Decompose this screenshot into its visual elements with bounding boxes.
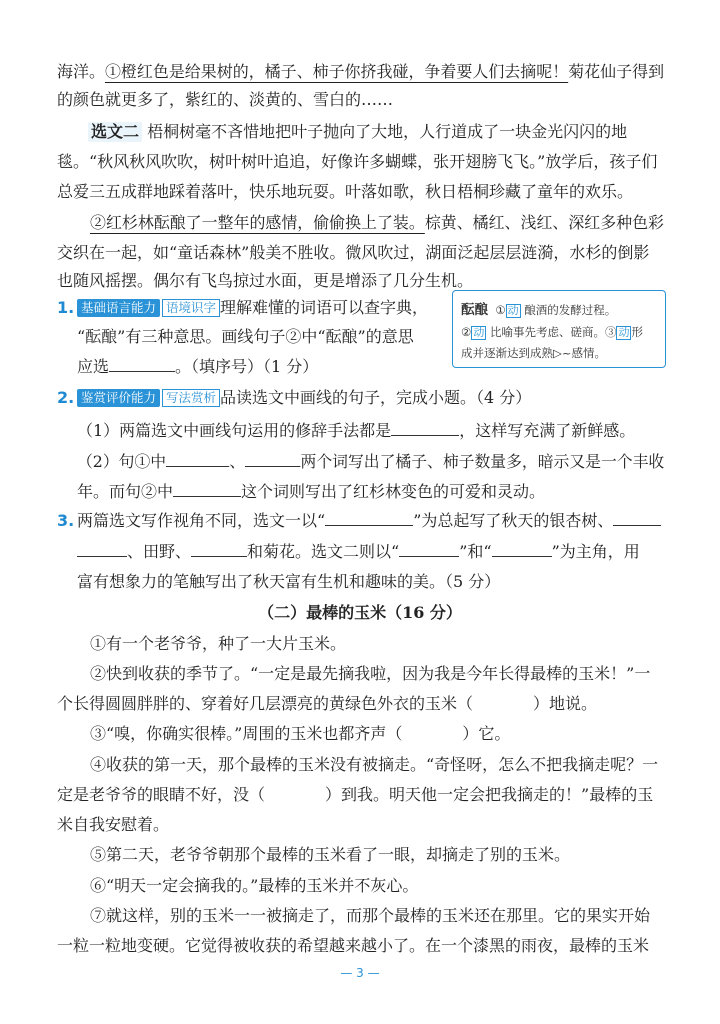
passage2-text: 棕黄、橘红、浅红、深红多种色彩 <box>424 213 665 232</box>
skill-tag: 基础语言能力 <box>77 299 160 317</box>
sense-number: ③ <box>604 325 617 339</box>
question-text: （1）两篇选文中画线句运用的修辞手法都是 <box>77 421 392 440</box>
pos-box: 动 <box>507 304 519 317</box>
sense-definition: 形 <box>631 325 643 339</box>
question-1-number: 1. <box>57 298 75 317</box>
story-p7-line1: ⑦就这样，别的玉米一一被摘走了，而那个最棒的玉米还在那里。它的果实开始 <box>90 906 651 925</box>
underlined-sentence-1: ①橙红色是给果树的，橘子、柿子你挤我碰，争着要人们去摘呢！ <box>104 62 569 81</box>
question-text: 和菊花。选文二则以“ <box>247 542 400 561</box>
answer-blank[interactable] <box>166 452 229 467</box>
story-p2-line1: ②快到收获的季节了。“一定是最先摘我啦，因为我是今年长得最棒的玉米！”一 <box>90 664 651 683</box>
passage1-line2: 的颜色就更多了，紫红的、淡黄的、雪白的…… <box>57 90 394 109</box>
question-3-number: 3. <box>57 511 75 530</box>
dictionary-line1 <box>461 303 616 318</box>
story-p1: ①有一个老爷爷，种了一大片玉米。 <box>90 634 347 653</box>
question-text: 应选 <box>77 357 110 376</box>
passage2-line5: 交织在一起，如“童话森林”般美不胜收。微风吹过，湖面泛起层层涟漪，水杉的倒影 <box>57 243 650 262</box>
question-text: 这个词则写出了红杉林变色的可爱和灵动。 <box>241 482 546 501</box>
passage-tag: 选文二 <box>88 122 142 142</box>
sense-number: ② <box>461 325 472 339</box>
page-number: — 3 — <box>340 966 380 980</box>
pos-box: 动 <box>473 326 485 339</box>
sense-definition: 酿酒的发酵过程。 <box>524 303 617 317</box>
dictionary-box <box>452 290 666 368</box>
question-2-sub1 <box>77 421 635 441</box>
question-text: ，这样写充满了新鲜感。 <box>459 421 636 440</box>
answer-blank[interactable] <box>391 421 459 436</box>
passage2-line3: 总爱三五成群地踩着落叶，快乐地玩耍。叶落如歌，秋日梧桐珍藏了童年的欢乐。 <box>57 182 634 201</box>
question-text: 、田野、 <box>127 542 192 561</box>
question-text: 、 <box>229 452 246 471</box>
story-text: 定是老爷爷的眼睛不好，没（ <box>57 785 266 804</box>
question-2-line1 <box>77 388 531 408</box>
answer-blank[interactable] <box>109 357 175 372</box>
dictionary-word: 酝酿 <box>461 302 488 318</box>
passage1-line1 <box>57 62 664 82</box>
answer-blank[interactable] <box>492 542 552 557</box>
question-1-line1 <box>77 298 428 318</box>
story-p7-line2: 一粒一粒地变硬。它觉得被收获的希望越来越小了。在一个漆黑的雨夜，最棒的玉米 <box>57 936 650 955</box>
pos-box: 动 <box>618 326 630 339</box>
question-text: 两个词写出了橘子、柿子数量多，暗示又是一个丰收 <box>300 452 665 471</box>
answer-blank[interactable] <box>173 482 241 497</box>
answer-blank[interactable] <box>245 452 300 467</box>
passage2-line1 <box>88 122 627 142</box>
question-1-line2: “酝酿”有三种意思。画线句子②中“酝酿”的意思 <box>77 327 414 346</box>
answer-blank[interactable] <box>191 542 247 557</box>
question-3-line1 <box>77 511 661 531</box>
question-text: 年。而句②中 <box>77 482 174 501</box>
passage2-line2: 毯。“秋风秋风吹吹，树叶树叶追追，好像许多蝴蝶，张开翅膀飞飞。”放学后，孩子们 <box>57 152 658 171</box>
story-p6: ⑥“明天一定会摘我的。”最棒的玉米并不灰心。 <box>90 876 419 895</box>
question-text: 两篇选文写作视角不同，选文一以“ <box>77 511 326 530</box>
question-text: ”为主角，用 <box>551 542 640 561</box>
story-p2-line2 <box>57 694 597 714</box>
dictionary-line3: 成并逐渐达到成熟▷~感情。 <box>461 346 606 360</box>
story-text: ③“嗅，你确实很棒。”周围的玉米也都齐声（ <box>90 724 403 743</box>
underlined-sentence-2: ②红杉林酝酿了一整年的感情，偷偷换上了装。 <box>90 213 425 232</box>
question-2-sub2 <box>77 452 664 472</box>
story-text: ）它。 <box>462 724 511 743</box>
passage2-text: 梧桐树毫不吝惜地把叶子抛向了大地，人行道成了一块金光闪闪的地 <box>147 122 628 141</box>
answer-blank[interactable] <box>613 511 661 526</box>
story-text: 个长得圆圆胖胖的、穿着好几层漂亮的黄绿色外衣的玉米（ <box>57 694 474 713</box>
story-text: ）地说。 <box>533 694 598 713</box>
question-3-line3: 富有想象力的笔触写出了秋天富有生机和趣味的美。（5 分） <box>77 572 501 591</box>
answer-blank[interactable] <box>325 511 413 526</box>
passage1-text: 菊花仙子得到 <box>568 62 665 81</box>
topic-tag: 写法赏析 <box>162 389 220 407</box>
sense-number: ① <box>495 303 506 317</box>
passage1-text: 海洋。 <box>57 62 105 81</box>
dictionary-line2 <box>461 325 643 340</box>
answer-blank[interactable] <box>399 542 459 557</box>
question-3-line2 <box>77 542 640 562</box>
question-text: ”为总起写了秋天的银杏树、 <box>413 511 614 530</box>
question-text: 。（填序号）（1 分） <box>175 357 319 376</box>
section-title: （二）最棒的玉米（16 分） <box>258 603 462 622</box>
question-1-line3 <box>77 357 318 377</box>
topic-tag: 语境识字 <box>162 299 220 317</box>
question-text: （2）句①中 <box>77 452 167 471</box>
sense-definition: 比喻事先考虑、磋商。 <box>489 325 605 339</box>
story-p4-line3: 米自我安慰着。 <box>57 815 170 834</box>
question-text: 品读选文中画线的句子，完成小题。（4 分） <box>220 388 532 407</box>
skill-tag: 鉴赏评价能力 <box>77 389 160 407</box>
question-text: 理解难懂的词语可以查字典， <box>220 298 429 317</box>
story-p4-line1: ④收获的第一天，那个最棒的玉米没有被摘走。“奇怪呀，怎么不把我摘走呢？一 <box>90 755 659 774</box>
passage2-line4 <box>90 213 664 233</box>
story-p5: ⑤第二天，老爷爷朝那个最棒的玉米看了一眼，却摘走了别的玉米。 <box>90 845 571 864</box>
story-p3 <box>90 724 510 744</box>
question-text: ”和“ <box>459 542 492 561</box>
answer-blank[interactable] <box>77 542 127 557</box>
question-2-number: 2. <box>57 388 75 407</box>
passage2-line6: 也随风摇摆。偶尔有飞鸟掠过水面，更是增添了几分生机。 <box>57 271 474 290</box>
question-2-sub3 <box>77 482 545 502</box>
story-text: ）到我。明天他一定会把我摘走的！”最棒的玉 <box>325 785 654 804</box>
story-p4-line2 <box>57 785 653 805</box>
